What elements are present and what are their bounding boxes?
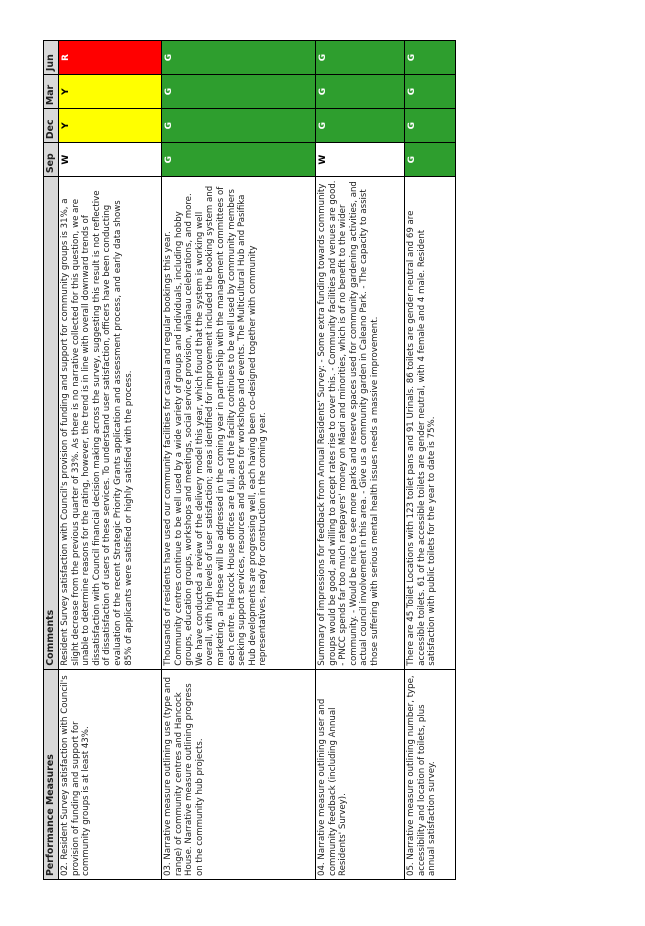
status-jun: G <box>162 41 316 75</box>
measure-cell: 03. Narrative measure outlining use (type and range) of community centres and Hancock House. Narrative measure outlining progress on the community hub projects. <box>162 669 316 879</box>
measure-cell: 05. Narrative measure outlining number, type, accessibility and location of toilets, plus annual satisfaction survey. <box>405 669 456 879</box>
status-mar: Y <box>59 75 162 109</box>
status-jun: R <box>59 41 162 75</box>
comment-cell: Resident Survey satisfaction with Council's provision of funding and support for community groups is 31%, a slight decrease from the previous quarter of 33%. As there is no narrative collected for this question, we are unable to determine reasons for the rating, however, the trend is in line with overall downward trends of dissatisfaction with Council financial decision making across the survey, suggesting this result is not reflective of dissatisfaction of users of these services. To understand user satisfaction, officers have been conducting evaluation of the recent Strategic Priority Grants application and assessment process, and early data shows 85% of applicants were satisfied or highly satisfied with the process. <box>59 177 162 670</box>
comment-cell: Summary of impressions for feedback from Annual Residents' Survey: - Some extra funding towards community groups would be good, and willing to accept rates rise to cover this. - Community facilities and venues are good. - PNCC spends far too much ratepayers' money on Māori and minorities, which is of no benefit to the wider community. - Would be nice to see more parks and reserve spaces used for community gardening activities, and actual council involvement in this area. - Give us a community garden in Caleano Park. - The capacity to assist those suffering with serious mental health issues needs a massive improvement. <box>316 177 405 670</box>
status-dec: G <box>405 109 456 143</box>
status-mar: G <box>405 75 456 109</box>
header-dec: Dec <box>44 109 59 143</box>
table-row <box>59 41 162 880</box>
status-sep: G <box>405 143 456 177</box>
header-sep: Sep <box>44 143 59 177</box>
measure-cell: 04. Narrative measure outlining user and community feedback (including Annual Residents' Survey). <box>316 669 405 879</box>
header-measures: Performance Measures <box>44 669 59 879</box>
status-sep: G <box>162 143 316 177</box>
comment-cell: Thousands of residents have used our community facilities for casual and regular bookings this year. Community centres continue to be well used by a wide variety of groups and individuals, including hobby groups, education groups, workshops and meetings, social service provision, whānau celebrations, and more. We have conducted a review of the delivery model this year, which found that the system is working well overall, with high levels of user satisfaction; areas identified for improvement included the booking system and marketing, and these will be addressed in the coming year in partnership with the management committees of each centre. Hancock House offices are full, and the facility continues to be well used by community members seeking support services, resources and spaces for workshops and events. The Multicultural Hub and Pasifika Hub developments are progressing well, each having been co-designed together with community representatives, ready for construction in the coming year. <box>162 177 316 670</box>
status-jun: G <box>405 41 456 75</box>
status-jun: G <box>316 41 405 75</box>
table-row <box>405 41 456 880</box>
status-mar: G <box>162 75 316 109</box>
header-comments: Comments <box>44 177 59 670</box>
rotated-page <box>43 40 460 880</box>
status-sep: W <box>59 143 162 177</box>
header-row <box>44 41 59 880</box>
status-mar: G <box>316 75 405 109</box>
status-dec: G <box>162 109 316 143</box>
table-row <box>162 41 316 880</box>
header-mar: Mar <box>44 75 59 109</box>
performance-table <box>43 40 456 880</box>
status-dec: G <box>316 109 405 143</box>
header-jun: Jun <box>44 41 59 75</box>
status-sep: W <box>316 143 405 177</box>
comment-cell: There are 45 Toilet Locations with 123 toilet pans and 91 Urinals. 86 toilets are gender neutral and 69 are accessible toilets. 61 of the accessible toilets are gender neutral, with 4 female and 4 male. Resident satisfaction with public toilets for the year to date is 75%. <box>405 177 456 670</box>
status-dec: Y <box>59 109 162 143</box>
table-row <box>316 41 405 880</box>
measure-cell: 02. Resident Survey satisfaction with Council's provision of funding and support for community groups is at least 43%. <box>59 669 162 879</box>
